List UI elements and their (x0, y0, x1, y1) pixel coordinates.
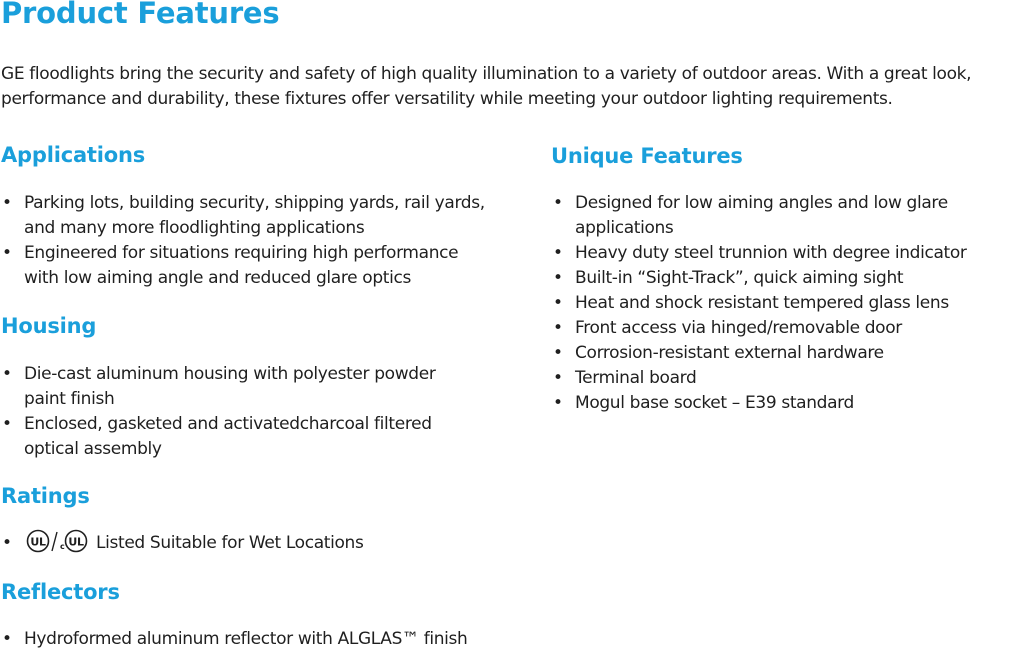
ratings-heading: Ratings (1, 484, 90, 508)
list-item: • Heat and shock resistant tempered glass lens (551, 291, 967, 316)
unique-features-list (551, 191, 967, 416)
intro-line: GE floodlights bring the security and safety of high quality illumination to a variety of outdoor areas. With a great look, (1, 64, 972, 84)
ratings-list (0, 531, 363, 556)
applications-heading: Applications (1, 143, 146, 167)
svg-text:c: c (60, 542, 65, 551)
list-item: • Heavy duty steel trunnion with degree indicator (551, 241, 967, 266)
page-title: Product Features (1, 0, 280, 30)
list-item: • Front access via hinged/removable door (551, 316, 967, 341)
ratings-text: Listed Suitable for Wet Locations (96, 533, 364, 553)
reflectors-heading: Reflectors (1, 580, 120, 604)
list-item: • Hydroformed aluminum reflector with ALGLAS™ finish (0, 627, 467, 652)
ul-listed-logo-icon (24, 529, 90, 553)
housing-list (0, 362, 435, 462)
unique-features-heading: Unique Features (551, 144, 743, 168)
svg-text:UL: UL (68, 535, 84, 549)
list-item: • Terminal board (551, 366, 967, 391)
list-item (0, 531, 363, 556)
housing-heading: Housing (1, 314, 97, 338)
reflectors-list (0, 627, 467, 652)
list-item: • Parking lots, building security, shipping yards, rail yards, and many more floodlighting applications (0, 191, 485, 241)
intro-paragraph (1, 62, 1013, 112)
list-item: • Mogul base socket – E39 standard (551, 391, 967, 416)
list-item: • Engineered for situations requiring high performance with low aiming angle and reduced glare optics (0, 241, 485, 291)
intro-line: performance and durability, these fixtures offer versatility while meeting your outdoor lighting requirements. (1, 89, 893, 109)
list-item: • Die-cast aluminum housing with polyester powder paint finish (0, 362, 435, 412)
list-item: • Designed for low aiming angles and low glare applications (551, 191, 967, 241)
list-item: • Enclosed, gasketed and activatedcharcoal filtered optical assembly (0, 412, 435, 462)
applications-list (0, 191, 485, 291)
list-item: • Built-in “Sight-Track”, quick aiming sight (551, 266, 967, 291)
svg-text:UL: • UL (30, 535, 46, 549)
list-item: • Corrosion-resistant external hardware (551, 341, 967, 366)
